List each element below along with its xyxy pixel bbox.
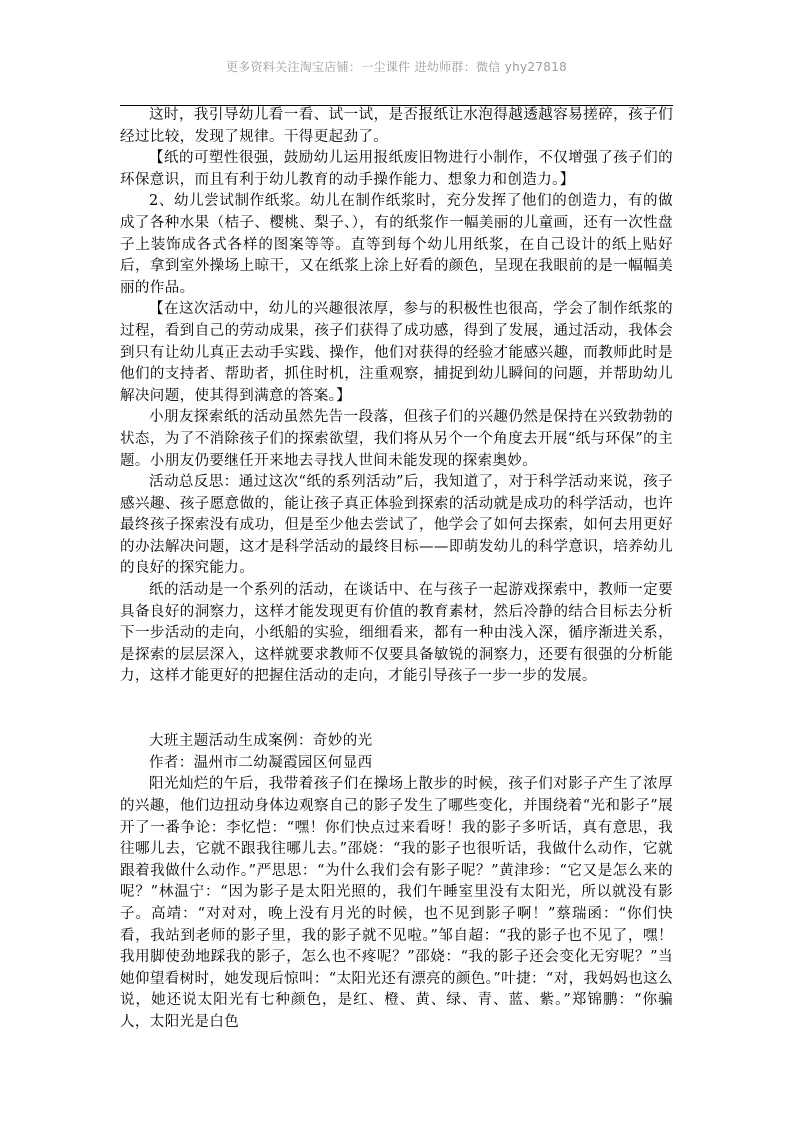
document-body	[120, 105, 673, 1034]
case-author: 作者：温州市二幼凝霞园区何显西	[149, 754, 373, 771]
case-title: 大班主题活动生成案例：奇妙的光	[149, 733, 373, 750]
paragraph: 【在这次活动中，幼儿的兴趣很浓厚，参与的积极性也很高，学会了制作纸浆的过程，看到自己的劳动成果，孩子们获得了成功感，得到了发展，通过活动，我体会到只有让幼儿真正去动手实践、操作，他们对获得的经验才能感兴趣，而教师此时是他们的支持者、帮助者，抓住时机，注重观察，捕捉到幼儿瞬间的问题，并帮助幼儿解决问题，使其得到满意的答案。】	[120, 301, 673, 404]
paragraph: 这时，我引导幼儿看一看、试一试，是否报纸让水泡得越透越容易搓碎，孩子们经过比较，发现了规律。干得更起劲了。	[120, 107, 673, 145]
paragraph: 活动总反思：通过这次“纸的系列活动”后，我知道了，对于科学活动来说，孩子感兴趣、孩子愿意做的，能让孩子真正体验到探索的活动就是成功的科学活动，也许最终孩子探索没有成功，但是至少他去尝试了，他学会了如何去探索，如何去用更好的办法解决问题，这才是科学活动的最终目标——即萌发幼儿的科学意识，培养幼儿的良好的探究能力。	[120, 474, 673, 577]
paragraph: 小朋友探索纸的活动虽然先告一段落，但孩子们的兴趣仍然是保持在兴致勃勃的状态，为了不消除孩子们的探索欲望，我们将从另个一个角度去开展“纸与环保”的主题。小朋友仍要继任开来地去寻找人世间未能发现的探索奥妙。	[120, 409, 673, 469]
paragraph: 纸的活动是一个系列的活动，在谈话中、在与孩子一起游戏探索中，教师一定要具备良好的洞察力，这样才能发现更有价值的教育素材，然后冷静的结合目标去分析下一步活动的走向，小纸船的实验，细细看来，都有一种由浅入深，循序渐进关系，是探索的层层深入，这样就要求教师不仅要具备敏锐的洞察力，还要有很强的分析能力，这样才能更好的把握住活动的走向，才能引导孩子一步一步的发展。	[120, 582, 673, 685]
blank-line	[120, 688, 673, 731]
paragraph: 2、幼儿尝试制作纸浆。幼儿在制作纸浆时，充分发挥了他们的创造力，有的做成了各种水果（桔子、樱桃、梨子、），有的纸浆作一幅美丽的儿童画，还有一次性盘子上装饰成各式各样的图案等等。直等到每个幼儿用纸浆，在自己设计的纸上贴好后，拿到室外操场上晾干，又在纸浆上涂上好看的颜色，呈现在我眼前的是一幅幅美丽的作品。	[120, 193, 673, 296]
case-body-paragraph: 阳光灿烂的午后，我带着孩子们在操场上散步的时候，孩子们对影子产生了浓厚的兴趣，他们边扭动身体边观察自己的影子发生了哪些变化，并围绕着“光和影子”展开了一番争论：李忆恺：“嘿！你们快点过来看呀！我的影子多听话，真有意思，我往哪儿去，它就不跟我往哪儿去。”邵娆：“我的影子也很听话，我做什么动作，它就跟着我做什么动作。”严思思：“为什么我们会有影子呢？”黄津珍：“它又是怎么来的呢？”林温宁：“因为影子是太阳光照的，我们午睡室里没有太阳光，所以就没有影子。高靖：“对对对，晚上没有月光的时候，也不见到影子啊！”蔡瑞函：“你们快看，我站到老师的影子里，我的影子就不见啦。”邹自超：“我的影子也不见了，嘿！我用脚使劲地踩我的影子，怎么也不疼呢？”邵娆：“我的影子还会变化无穷呢？”当她仰望看树时，她发现后惊叫：“太阳光还有漂亮的颜色。”叶捷：“对，我妈妈也这么说，她还说太阳光有七种颜色，是红、橙、黄、绿、青、蓝、紫。”郑锦鹏：“你骗人，太阳光是白色	[120, 776, 673, 1030]
page-header-watermark: 更多资料关注淘宝店铺：一尘课件 进幼师群：微信 yhy27818	[225, 60, 568, 74]
paragraph: 【纸的可塑性很强，鼓励幼儿运用报纸废旧物进行小制作，不仅增强了孩子们的环保意识，而且有利于幼儿教育的动手操作能力、想象力和创造力。】	[120, 150, 673, 188]
